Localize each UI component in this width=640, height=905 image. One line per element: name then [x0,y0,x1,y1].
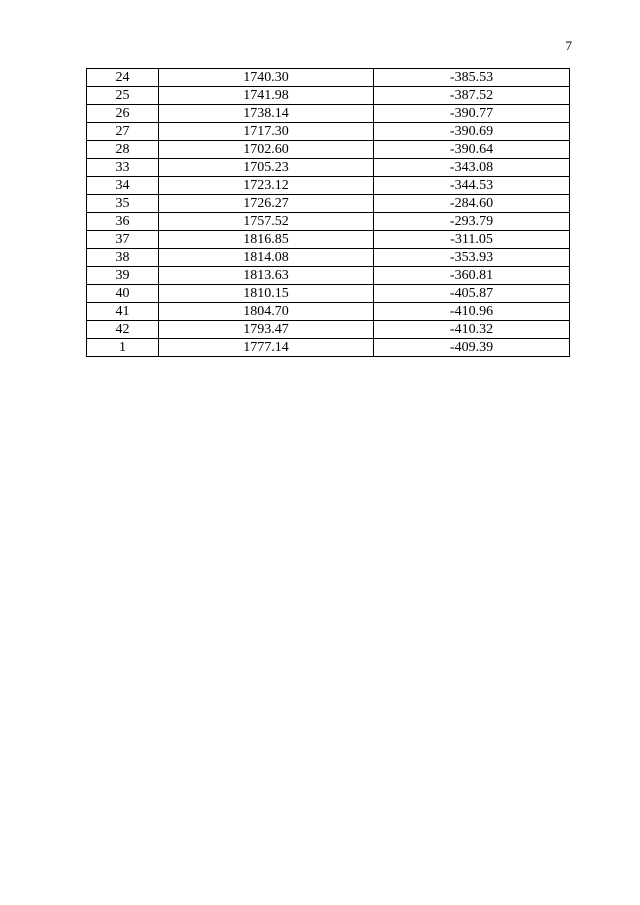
y-coordinate-cell: -387.52 [374,87,570,105]
table-row [87,213,570,231]
table-row [87,105,570,123]
point-id-cell: 39 [87,267,159,285]
x-coordinate-cell: 1740.30 [159,69,374,87]
x-coordinate-cell: 1723.12 [159,177,374,195]
x-coordinate-cell: 1757.52 [159,213,374,231]
x-coordinate-cell: 1793.47 [159,321,374,339]
point-id-cell: 41 [87,303,159,321]
point-id-cell: 33 [87,159,159,177]
table-row [87,231,570,249]
y-coordinate-cell: -390.77 [374,105,570,123]
point-id-cell: 42 [87,321,159,339]
y-coordinate-cell: -405.87 [374,285,570,303]
point-id-cell: 26 [87,105,159,123]
table-row [87,321,570,339]
table-row [87,195,570,213]
table-row [87,267,570,285]
table-row [87,69,570,87]
y-coordinate-cell: -390.64 [374,141,570,159]
point-id-cell: 28 [87,141,159,159]
table-row [87,339,570,357]
y-coordinate-cell: -343.08 [374,159,570,177]
data-table [86,68,570,357]
point-id-cell: 36 [87,213,159,231]
y-coordinate-cell: -284.60 [374,195,570,213]
page-number: 7 [565,38,572,53]
table-row [87,177,570,195]
point-id-cell: 35 [87,195,159,213]
table-row [87,123,570,141]
y-coordinate-cell: -353.93 [374,249,570,267]
y-coordinate-cell: -344.53 [374,177,570,195]
table-row [87,285,570,303]
y-coordinate-cell: -409.39 [374,339,570,357]
x-coordinate-cell: 1813.63 [159,267,374,285]
point-id-cell: 34 [87,177,159,195]
x-coordinate-cell: 1816.85 [159,231,374,249]
point-id-cell: 27 [87,123,159,141]
point-id-cell: 38 [87,249,159,267]
point-id-cell: 40 [87,285,159,303]
table-row [87,87,570,105]
x-coordinate-cell: 1717.30 [159,123,374,141]
y-coordinate-cell: -293.79 [374,213,570,231]
x-coordinate-cell: 1738.14 [159,105,374,123]
y-coordinate-cell: -360.81 [374,267,570,285]
x-coordinate-cell: 1705.23 [159,159,374,177]
table-row [87,249,570,267]
x-coordinate-cell: 1726.27 [159,195,374,213]
point-id-cell: 24 [87,69,159,87]
x-coordinate-cell: 1814.08 [159,249,374,267]
x-coordinate-cell: 1702.60 [159,141,374,159]
y-coordinate-cell: -410.32 [374,321,570,339]
table-row [87,159,570,177]
y-coordinate-cell: -311.05 [374,231,570,249]
x-coordinate-cell: 1777.14 [159,339,374,357]
point-id-cell: 25 [87,87,159,105]
point-id-cell: 37 [87,231,159,249]
y-coordinate-cell: -385.53 [374,69,570,87]
table-row [87,303,570,321]
x-coordinate-cell: 1810.15 [159,285,374,303]
y-coordinate-cell: -410.96 [374,303,570,321]
x-coordinate-cell: 1804.70 [159,303,374,321]
point-id-cell: 1 [87,339,159,357]
y-coordinate-cell: -390.69 [374,123,570,141]
x-coordinate-cell: 1741.98 [159,87,374,105]
table-body [87,69,570,357]
table-row [87,141,570,159]
